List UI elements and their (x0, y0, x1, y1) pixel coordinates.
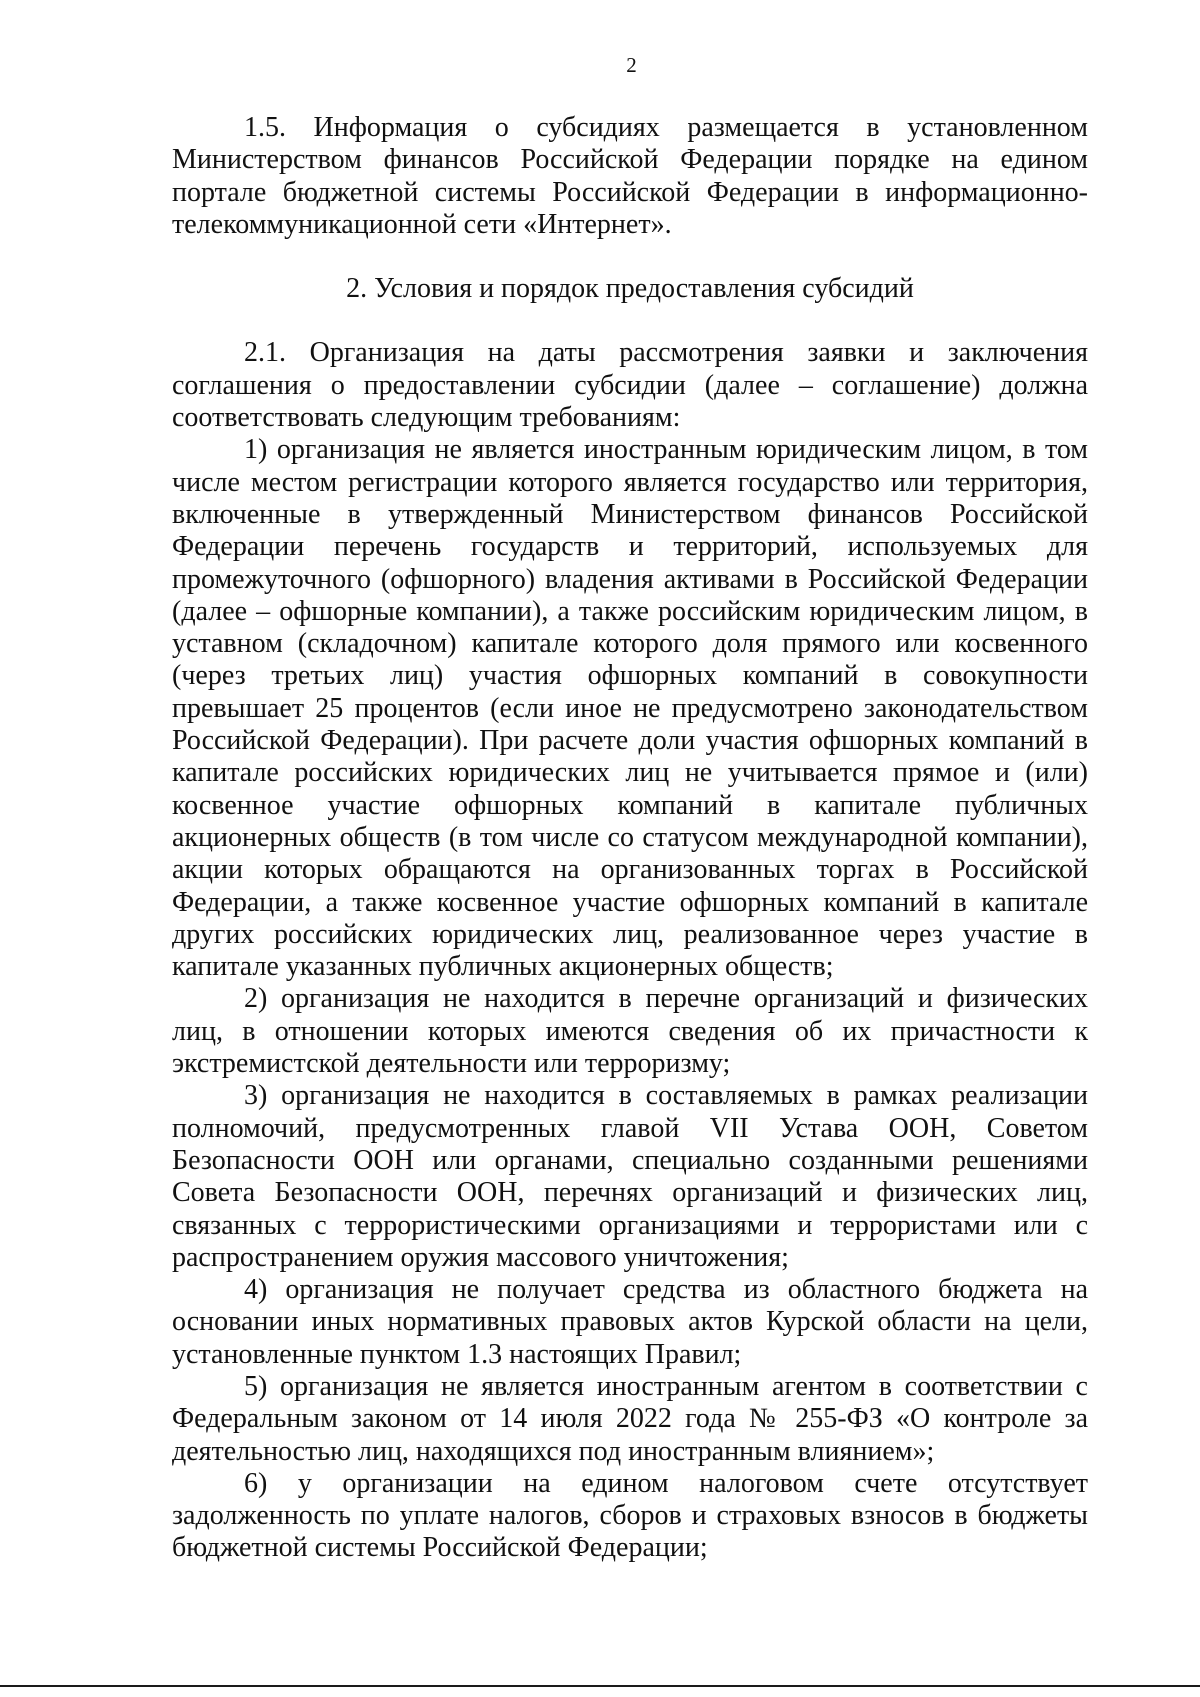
section-2-heading: 2. Условия и порядок предоставления субсидий (346, 273, 914, 305)
list-item-1: 1) организация не является иностранным юридическим лицом, в том числе местом регистрации которого является государство или территория, включенные в утвержденный Министерством финансов Российской Федерации перечень государств и территорий, используемых для промежуточного (офшорного) владения активами в Российской Федерации (далее – офшорные компании), а также российским юридическим лицом, в уставном (складочном) капитале которого доля прямого или косвенного (через третьих лиц) участия офшорных компаний в совокупности превышает 25 процентов (если иное не предусмотрено законодательством Российской Федерации). При расчете доли участия офшорных компаний в капитале российских юридических лиц не учитывается прямое и (или) косвенное участие офшорных компаний в капитале публичных акционерных обществ (в том числе со статусом международной компании), акции которых обращаются на организованных торгах в Российской Федерации, а также косвенное участие офшорных компаний в капитале других российских юридических лиц, реализованное через участие в капитале указанных публичных акционерных обществ; (172, 434, 1088, 983)
scan-edge-line (0, 1685, 1200, 1687)
paragraph-2-1: 2.1. Организация на даты рассмотрения заявки и заключения соглашения о предоставлении субсидии (далее – соглашение) должна соответствовать следующим требованиям: (172, 337, 1088, 434)
list-item-6: 6) у организации на едином налоговом счете отсутствует задолженность по уплате налогов, сборов и страховых взносов в бюджеты бюджетной системы Российской Федерации; (172, 1467, 1088, 1564)
document-body (172, 112, 1088, 1565)
list-item-5: 5) организация не является иностранным агентом в соответствии с Федеральным законом от 14 июля 2022 года № 255-ФЗ «О контроле за деятельностью лиц, находящихся под иностранным влиянием»; (172, 1370, 1088, 1467)
list-item-2: 2) организация не находится в перечне организаций и физических лиц, в отношении которых имеются сведения об их причастности к экстремистской деятельности или терроризму; (172, 983, 1088, 1080)
page-number: 2 (626, 53, 637, 77)
list-item-4: 4) организация не получает средства из областного бюджета на основании иных нормативных правовых актов Курской области на цели, установленные пунктом 1.3 настоящих Правил; (172, 1274, 1088, 1370)
list-item-3: 3) организация не находится в составляемых в рамках реализации полномочий, предусмотренных главой VII Устава ООН, Советом Безопасности ООН или органами, специально созданными решениями Совета Безопасности ООН, перечнях организаций и физических лиц, связанных с террористическими организациями и террористами или с распространением оружия массового уничтожения; (172, 1080, 1088, 1273)
paragraph-1-5: 1.5. Информация о субсидиях размещается в установленном Министерством финансов Российской Федерации порядке на едином портале бюджетной системы Российской Федерации в информационно-телекоммуникационной сети «Интернет». (172, 112, 1088, 240)
spacer (172, 305, 1088, 337)
spacer (172, 241, 1088, 273)
